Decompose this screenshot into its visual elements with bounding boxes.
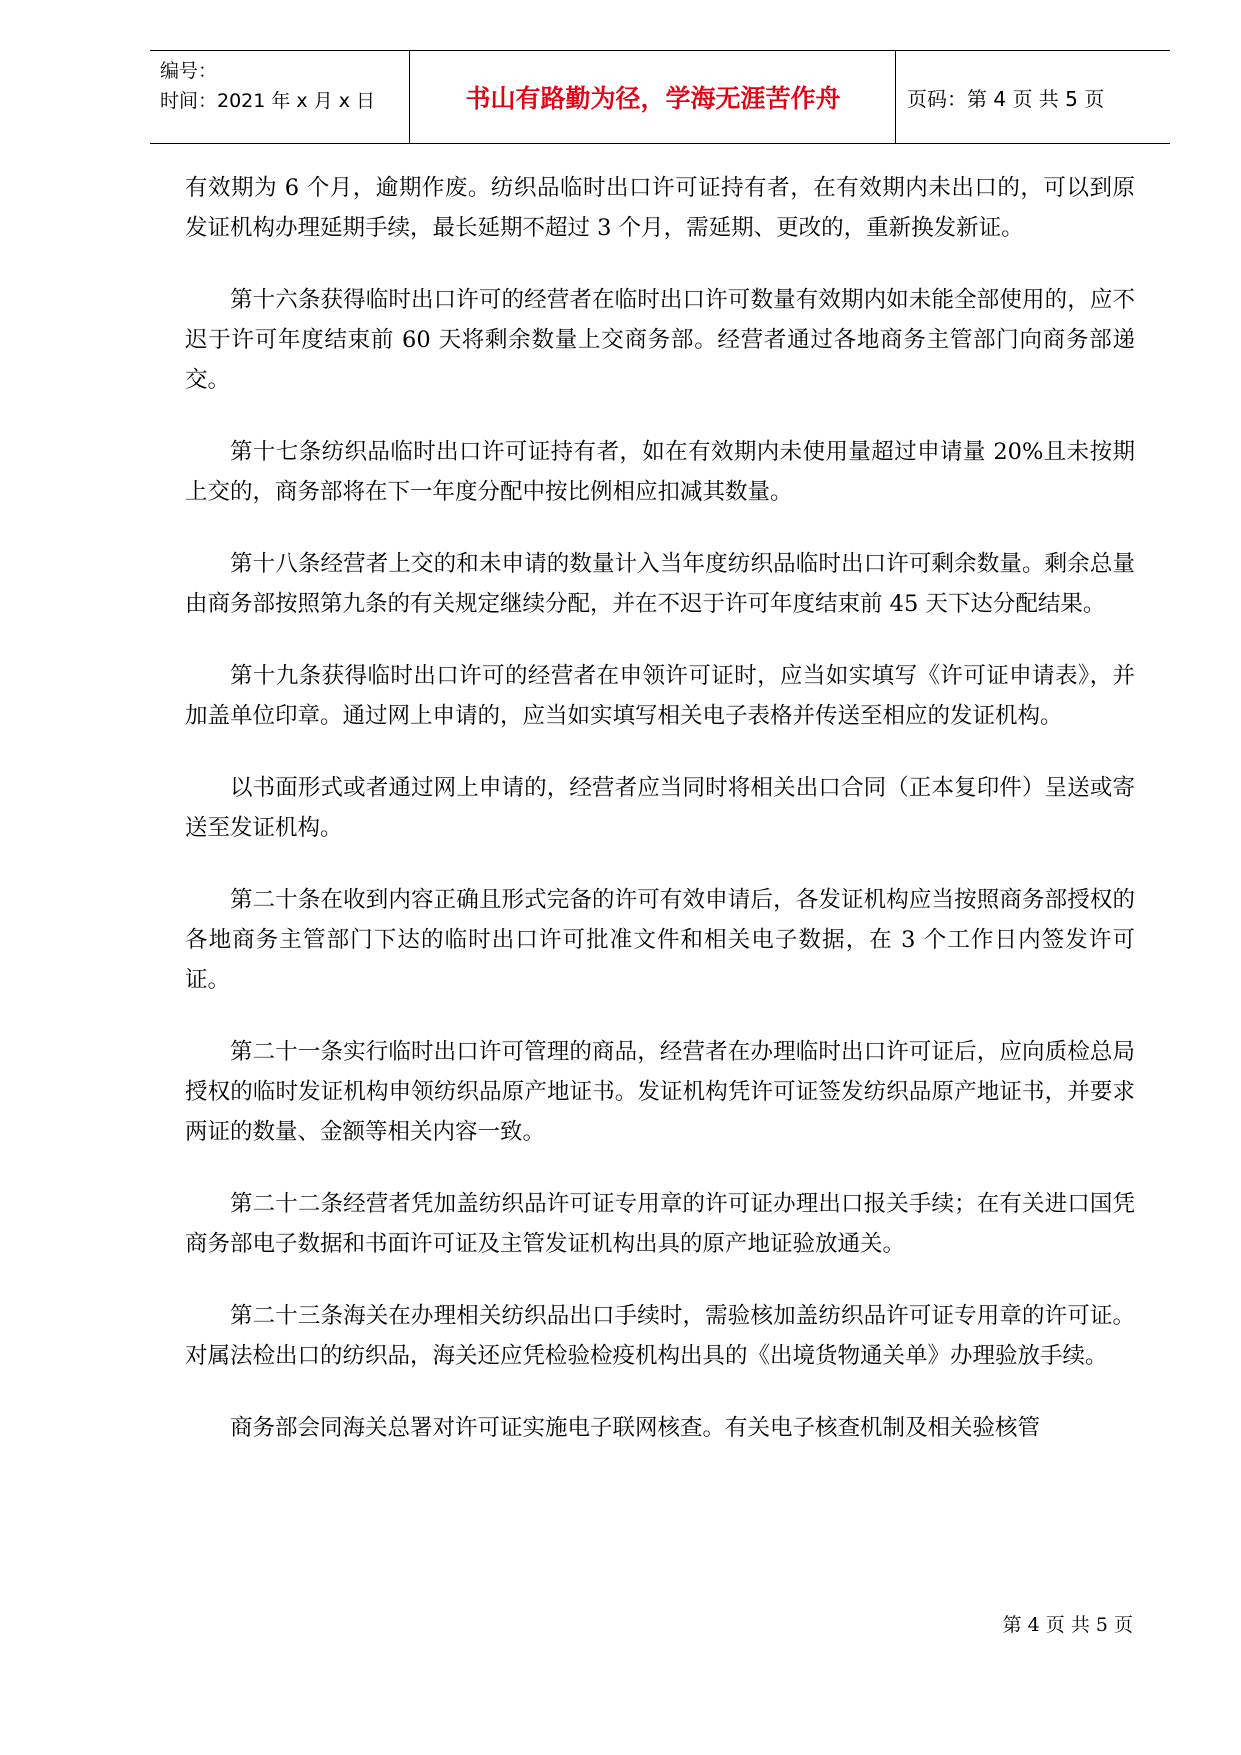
header-motto: 书山有路勤为径，学海无涯苦作舟 xyxy=(465,84,841,113)
paragraph: 第十七条纺织品临时出口许可证持有者，如在有效期内未使用量超过申请量 20%且未按期上交的，商务部将在下一年度分配中按比例相应扣减其数量。 xyxy=(185,439,1135,505)
paragraph: 第十九条获得临时出口许可的经营者在申领许可证时，应当如实填写《许可证申请表》，并加盖单位印章。通过网上申请的，应当如实填写相关电子表格并传送至相应的发证机构。 xyxy=(185,663,1135,729)
paragraph: 第二十条在收到内容正确且形式完备的许可有效申请后，各发证机构应当按照商务部授权的各地商务主管部门下达的临时出口许可批准文件和相关电子数据，在 3 个工作日内签发许可证。 xyxy=(185,887,1135,993)
paragraph: 第二十二条经营者凭加盖纺织品许可证专用章的许可证办理出口报关手续；在有关进口国凭商务部电子数据和书面许可证及主管发证机构出具的原产地证验放通关。 xyxy=(185,1191,1135,1257)
page-footer: 第 4 页 共 5 页 xyxy=(1002,1614,1133,1636)
document-body xyxy=(185,168,1135,1480)
paragraph: 第二十三条海关在办理相关纺织品出口手续时，需验核加盖纺织品许可证专用章的许可证。对属法检出口的纺织品，海关还应凭检验检疫机构出具的《出境货物通关单》办理验放手续。 xyxy=(185,1303,1135,1369)
page-header xyxy=(150,50,1170,144)
paragraph: 第十六条获得临时出口许可的经营者在临时出口许可数量有效期内如未能全部使用的，应不迟于许可年度结束前 60 天将剩余数量上交商务部。经营者通过各地商务主管部门向商务部递交。 xyxy=(185,287,1135,393)
paragraph: 以书面形式或者通过网上申请的，经营者应当同时将相关出口合同（正本复印件）呈送或寄送至发证机构。 xyxy=(185,775,1135,841)
document-number-label: 编号： xyxy=(160,60,218,82)
paragraph: 商务部会同海关总署对许可证实施电子联网核查。有关电子核查机制及相关验核管 xyxy=(230,1415,1041,1441)
paragraph: 第十八条经营者上交的和未申请的数量计入当年度纺织品临时出口许可剩余数量。剩余总量由商务部按照第九条的有关规定继续分配，并在不迟于许可年度结束前 45 天下达分配结果。 xyxy=(185,551,1135,617)
header-page-label: 页码：第 4 页 共 5 页 xyxy=(907,86,1105,111)
document-time-label: 时间：2021 年 x 月 x 日 xyxy=(160,90,376,112)
header-divider-left xyxy=(409,50,410,144)
paragraph: 有效期为 6 个月，逾期作废。纺织品临时出口许可证持有者，在有效期内未出口的，可以到原发证机构办理延期手续，最长延期不超过 3 个月，需延期、更改的，重新换发新证。 xyxy=(185,175,1135,241)
paragraph: 第二十一条实行临时出口许可管理的商品，经营者在办理临时出口许可证后，应向质检总局授权的临时发证机构申领纺织品原产地证书。发证机构凭许可证签发纺织品原产地证书，并要求两证的数量、金额等相关内容一致。 xyxy=(185,1039,1135,1145)
header-info xyxy=(160,56,375,116)
header-divider-right xyxy=(895,50,896,144)
